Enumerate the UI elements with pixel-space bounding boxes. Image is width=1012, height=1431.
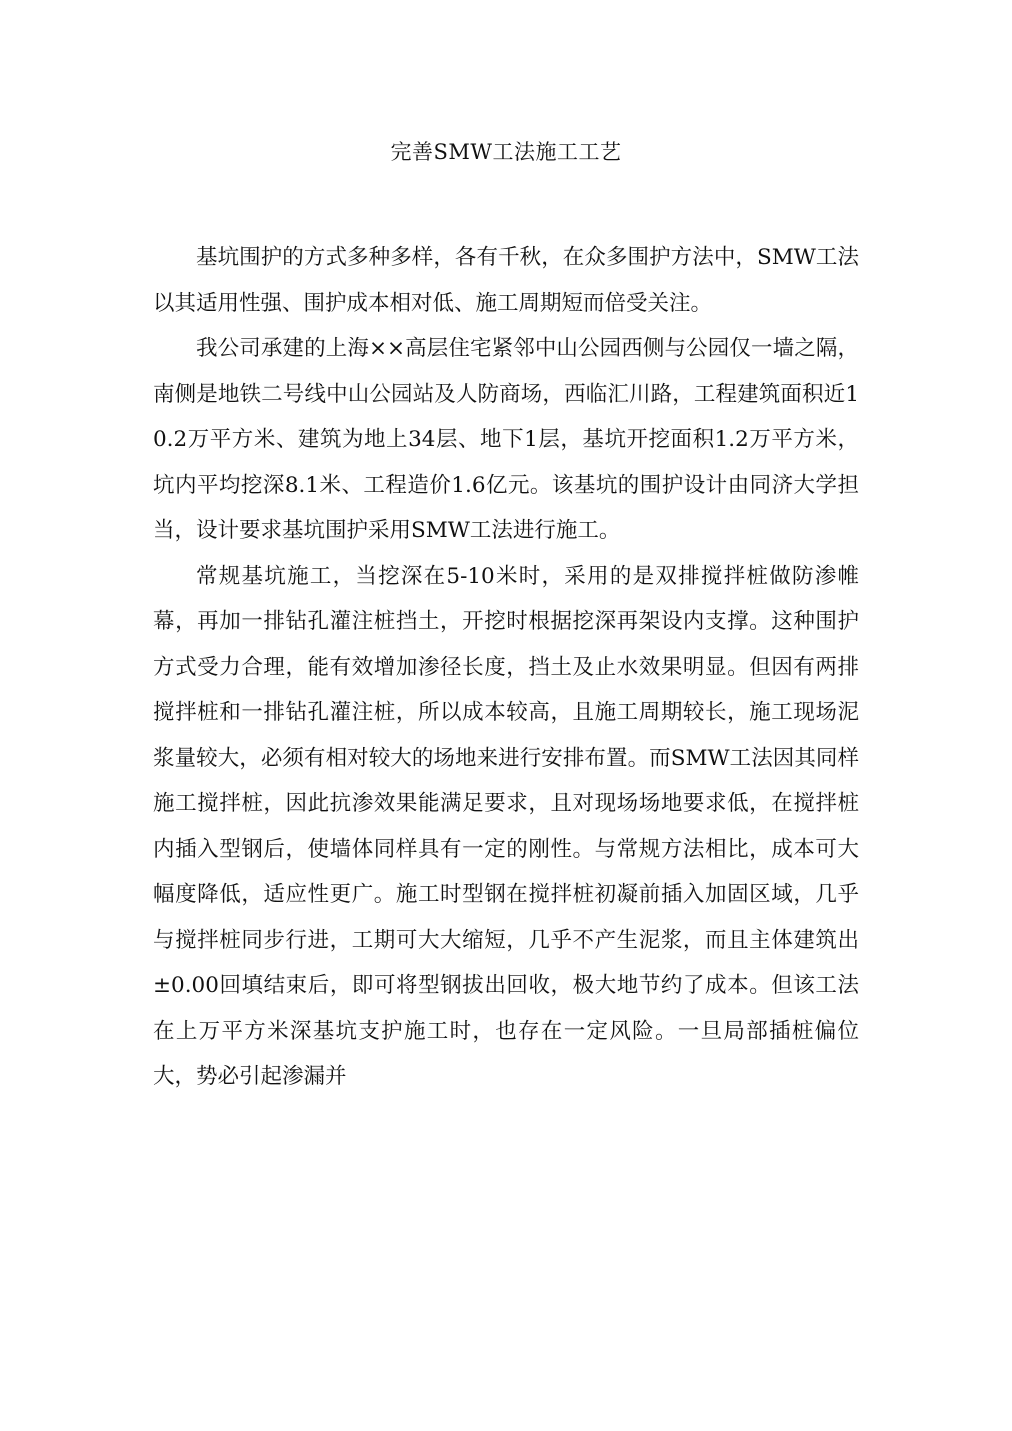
document-title: 完善SMW工法施工工艺 [390, 140, 622, 164]
paragraph-intro: 基坑围护的方式多种多样，各有千秋，在众多围护方法中，SMW工法以其适用性强、围护成本相对低、施工周期短而倍受关注。 [153, 245, 859, 316]
paragraph-project-overview: 我公司承建的上海××高层住宅紧邻中山公园西侧与公园仅一墙之隔，南侧是地铁二号线中山公园站及人防商场，西临汇川路，工程建筑面积近10.2万平方米、建筑为地上34层、地下1层，基坑开挖面积1.2万平方米，坑内平均挖深8.1米、工程造价1.6亿元。该基坑的围护设计由同济大学担当，设计要求基坑围护采用SMW工法进行施工。 [153, 336, 859, 543]
document-body [153, 235, 859, 1100]
paragraph-method-comparison: 常规基坑施工，当挖深在5-10米时，采用的是双排搅拌桩做防渗帷幕，再加一排钻孔灌注桩挡土，开挖时根据挖深再架设内支撑。这种围护方式受力合理，能有效增加渗径长度，挡土及止水效果明显。但因有两排搅拌桩和一排钻孔灌注桩，所以成本较高，且施工周期较长，施工现场泥浆量较大，必须有相对较大的场地来进行安排布置。而SMW工法因其同样施工搅拌桩，因此抗渗效果能满足要求，且对现场场地要求低，在搅拌桩内插入型钢后，使墙体同样具有一定的刚性。与常规方法相比，成本可大幅度降低，适应性更广。施工时型钢在搅拌桩初凝前插入加固区域，几乎与搅拌桩同步行进，工期可大大缩短，几乎不产生泥浆，而且主体建筑出±0.00回填结束后，即可将型钢拔出回收，极大地节约了成本。但该工法在上万平方米深基坑支护施工时，也存在一定风险。一旦局部插桩偏位大，势必引起渗漏并 [153, 563, 859, 1089]
